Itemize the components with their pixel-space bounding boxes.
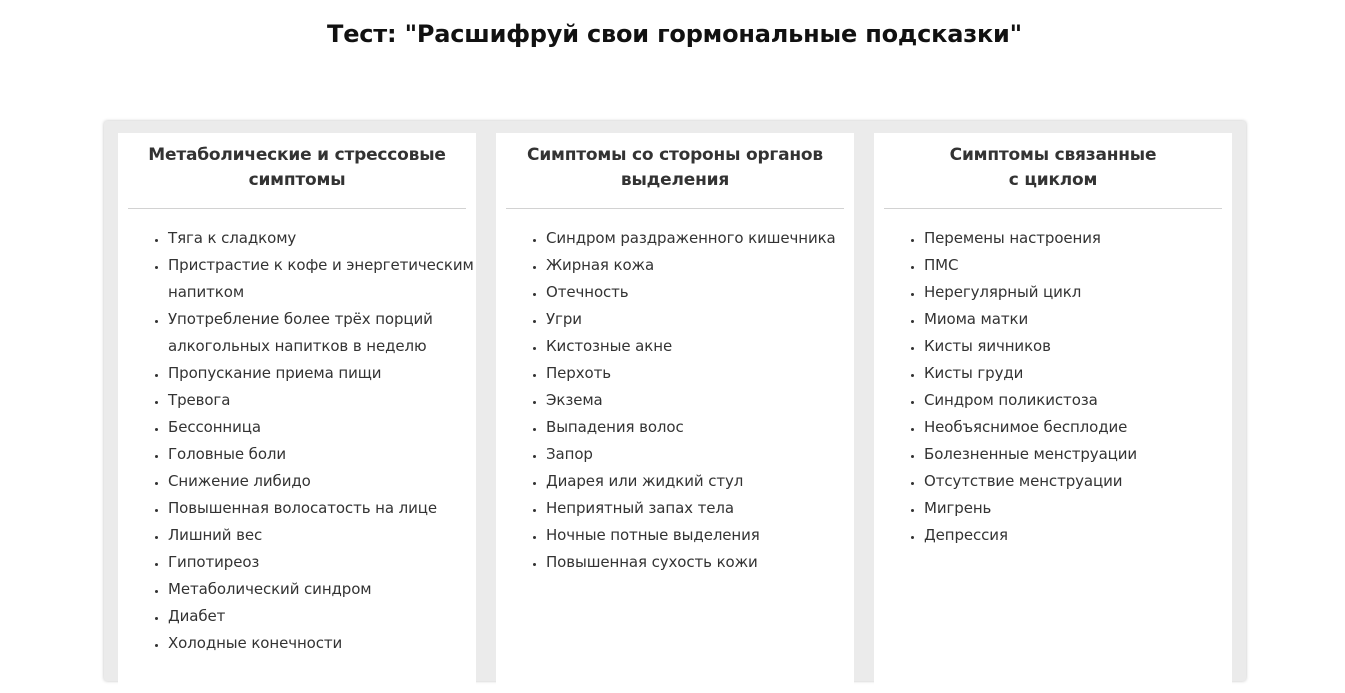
symptom-item: • Запор — [546, 441, 866, 468]
card-title: Симптомы со стороны органов выделения — [527, 145, 823, 190]
symptom-item: • ПМС — [924, 252, 1244, 279]
card-divider — [884, 208, 1222, 209]
symptom-item: • Кистозные акне — [546, 333, 866, 360]
symptom-item: • Повышенная сухость кожи — [546, 549, 866, 576]
symptom-item: • Отечность — [546, 279, 866, 306]
symptom-item: • Повышенная волосатость на лице — [168, 495, 488, 522]
symptom-item: • Метаболический синдром — [168, 576, 488, 603]
symptom-item: • Кисты груди — [924, 360, 1244, 387]
symptom-item: • Лишний вес — [168, 522, 488, 549]
symptom-item: • Бессонница — [168, 414, 488, 441]
card-title: Метаболические и стрессовые симптомы — [148, 145, 446, 190]
card-divider — [506, 208, 844, 209]
symptom-item: • Неприятный запах тела — [546, 495, 866, 522]
card-title: Симптомы связанные с циклом — [949, 145, 1157, 190]
symptom-item: • Угри — [546, 306, 866, 333]
symptom-item: • Ночные потные выделения — [546, 522, 866, 549]
symptom-item: • Диарея или жидкий стул — [546, 468, 866, 495]
symptom-card-excretory — [496, 133, 854, 693]
symptom-item: • Перемены настроения — [924, 225, 1244, 252]
symptom-item: • Перхоть — [546, 360, 866, 387]
symptom-card-metabolic — [118, 133, 476, 693]
symptom-list — [151, 225, 488, 657]
symptom-item: • Синдром поликистоза — [924, 387, 1244, 414]
symptom-item: • Пристрастие к кофе и энергетическим напитком — [168, 252, 488, 306]
symptom-item: • Холодные конечности — [168, 630, 488, 657]
symptoms-panel — [104, 121, 1246, 681]
card-divider — [128, 208, 466, 209]
symptom-item: • Употребление более трёх порций алкогольных напитков в неделю — [168, 306, 488, 360]
symptom-item: • Жирная кожа — [546, 252, 866, 279]
symptom-item: • Необъяснимое бесплодие — [924, 414, 1244, 441]
symptom-item: • Снижение либидо — [168, 468, 488, 495]
symptom-item: • Тревога — [168, 387, 488, 414]
symptom-card-cycle — [874, 133, 1232, 693]
symptom-item: • Нерегулярный цикл — [924, 279, 1244, 306]
symptom-item: • Болезненные менструации — [924, 441, 1244, 468]
symptom-item: • Пропускание приема пищи — [168, 360, 488, 387]
symptom-list — [529, 225, 866, 576]
symptom-item: • Тяга к сладкому — [168, 225, 488, 252]
symptom-item: • Экзема — [546, 387, 866, 414]
symptom-item: • Выпадения волос — [546, 414, 866, 441]
symptom-item: • Депрессия — [924, 522, 1244, 549]
symptom-item: • Кисты яичников — [924, 333, 1244, 360]
symptom-list — [907, 225, 1244, 549]
symptom-item: • Мигрень — [924, 495, 1244, 522]
symptom-item: • Диабет — [168, 603, 488, 630]
symptom-item: • Синдром раздраженного кишечника — [546, 225, 866, 252]
symptom-item: • Миома матки — [924, 306, 1244, 333]
page-title: Тест: "Расшифруй свои гормональные подсказки" — [327, 20, 1022, 48]
symptom-item: • Отсутствие менструации — [924, 468, 1244, 495]
symptom-item: • Гипотиреоз — [168, 549, 488, 576]
symptom-item: • Головные боли — [168, 441, 488, 468]
